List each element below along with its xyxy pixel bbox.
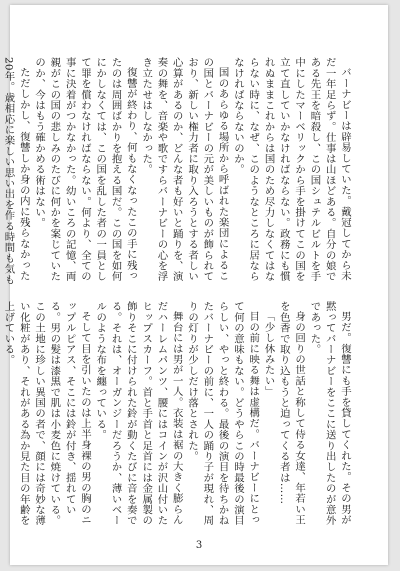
paragraph: 国のあらゆる場所から呼ばれた楽団によるこの国とバーナビーの元が美しいものが飾られており、新しい権力者に取り入ろうとする者しい心算があるのか、どんな者も好いと踊りを、演奏の舞を、音楽や歌ですらバーナビーの心を浮き立たせはしなかった。	[140, 57, 229, 282]
paragraph: そして目を引いたのは上半身裸の男の胸のニップルピアス、そこには鈴が付き、揺れている。男の髪は漆黒で肌は小麦色に焼けている。この土地に珍しい異国の者で、顔には奇妙な薄い化粧があり、それがある為か見た目の年齢を上げている。	[2, 301, 91, 526]
paragraph: 男だ。復讐にも手を貸してくれた。その男が黙ってバーナビーをここに送り出したのが意外であった。	[308, 301, 351, 526]
lower-text-block	[2, 301, 352, 533]
upper-text-block	[2, 57, 352, 289]
paragraph: 目の前に映る舞は虚構だ。バーナビーにとって何の意味もない。どうやらこの時最後の演目らしい、やっと終わる。最後の演目を待ちかねたバーナビーの前に、一人の踊り子が現れ、周りの灯りが少しだけ落とされた。	[186, 301, 260, 526]
paragraph: ただしかし、復讐しか身の内に残らなかった20年。歳相応に楽しい思い出を作る時間も気も	[2, 57, 30, 285]
paragraph: 身の回りの世話と称して侍る女達、年若い王を色香で取り込もうと迫ってくる者は……	[277, 301, 306, 526]
document-page	[2, 5, 388, 565]
paragraph: 舞台には男が一人。衣装は裾の大きく膨らんだハーレムパンツ、腰にはコインが沢山付いたヒップスカーフ。首と手首と足首には金属製の飾りそこに付けられた鈴が動くたびに音を奏でる。それは、オーガンジーだろうか、薄いベールのような布を纏っている。	[94, 301, 183, 526]
paragraph: 復讐が終わり、何もなくなったこの手に残ったのは周囲ばかりを抱える国だ。この国を如何にかしなくては、この国を乱した者の一員として罪を償わなければならない。何より、全ての事に決着がつかなかった。幼いころの記憶、両親がこの国の悲しみのたびに何かを案じていたのか、今はもう確かめる術はない。	[33, 57, 137, 282]
paragraph: 「少し休みたい」	[262, 311, 275, 397]
paragraph: バーナビーは辟易していた。戴冠してから未だ一年足らず。仕事は山ほどある。自分の娘である先王を暗殺し、この国シュテルビルトを手中にしたマーベリックから手を掛けてこの国を立て直していかなければならない。政務にも慣れぬままこれからは国のため尽力しなくてはならない時に、なぜ、このようなところに居ならなければならないのか。	[231, 57, 351, 282]
page-number: 3	[195, 540, 203, 551]
